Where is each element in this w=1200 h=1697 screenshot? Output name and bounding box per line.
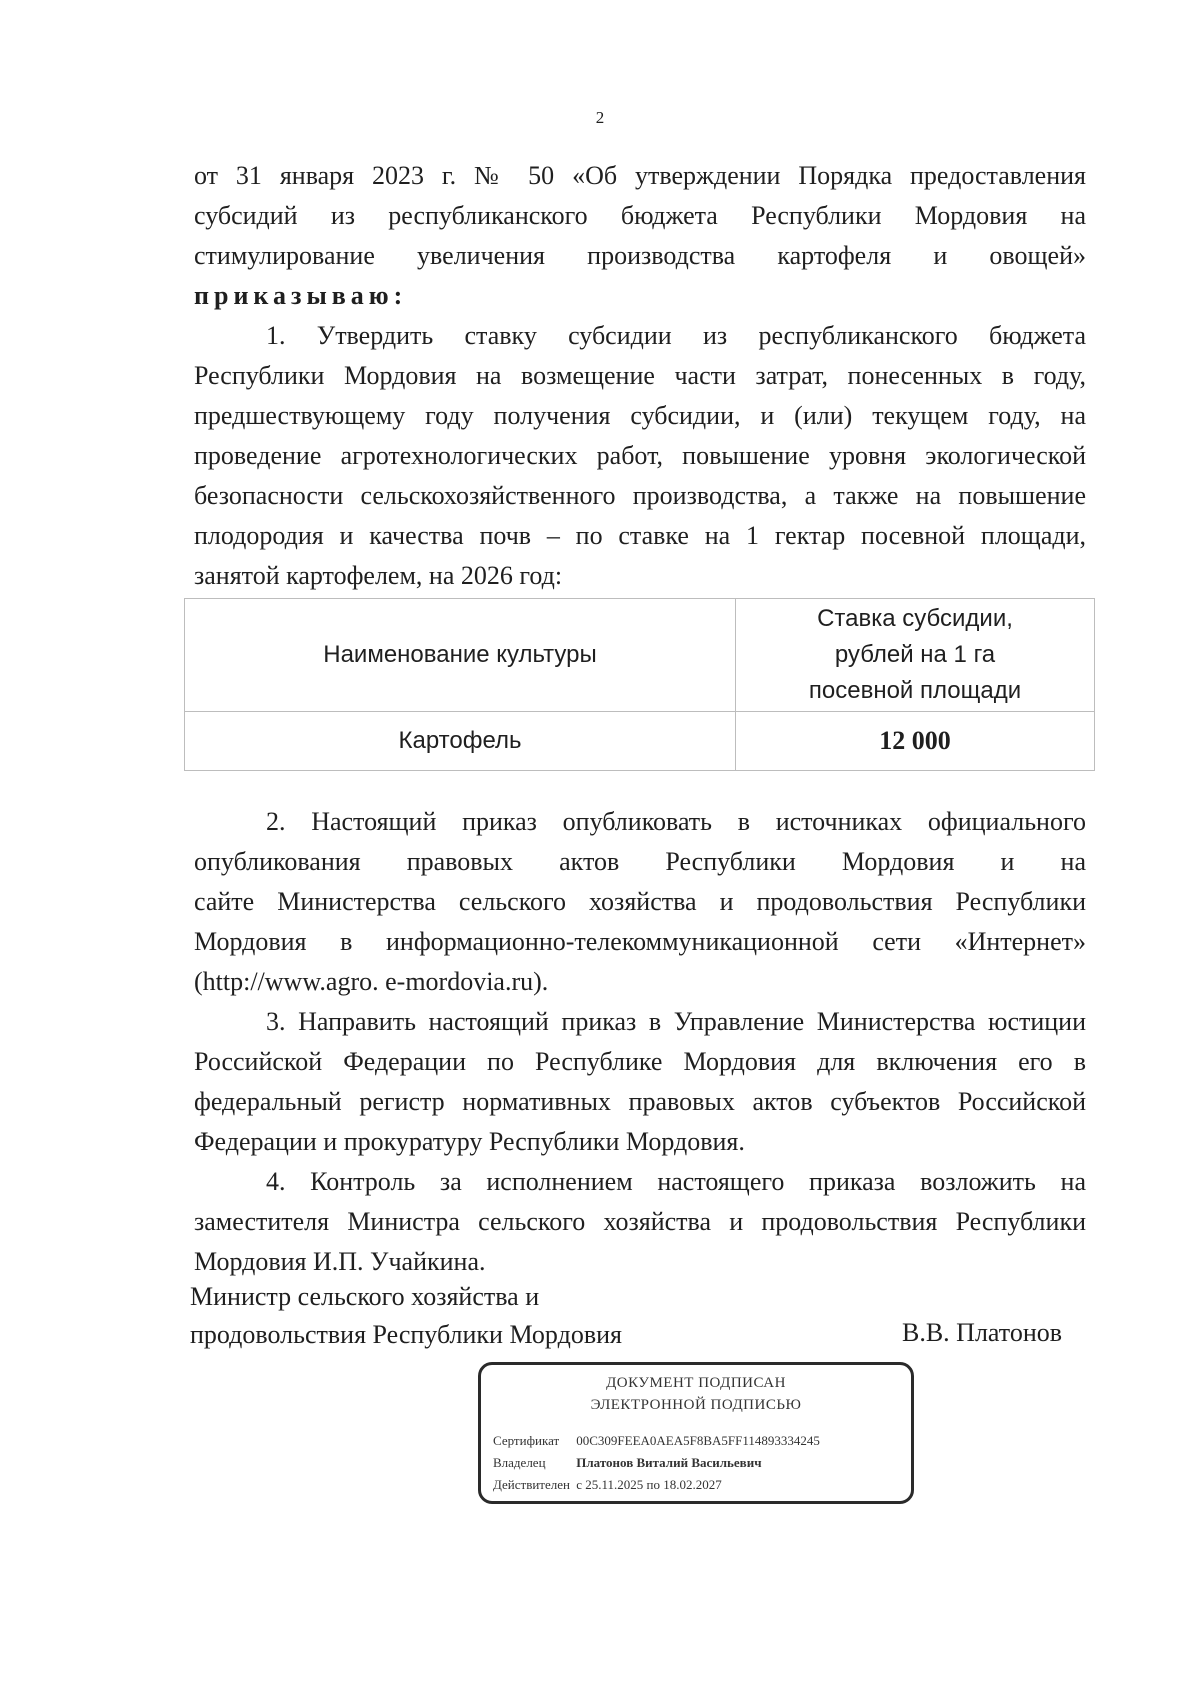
item4-line: Мордовия И.П. Учайкина. <box>194 1247 486 1276</box>
header-rate <box>736 599 1095 712</box>
header-rate-line: посевной площади <box>808 677 1022 704</box>
item2-line: Мордовия в информационно-телекоммуникационной сети «Интернет» <box>194 927 1086 956</box>
intro-line: субсидий из республиканского бюджета Республики Мордовия на <box>194 201 1086 230</box>
header-rate-line: рублей на 1 га <box>834 641 996 668</box>
item3-line: федеральный регистр нормативных правовых актов субъектов Российской <box>194 1087 1086 1116</box>
item2-line: 2. Настоящий приказ опубликовать в источниках официального <box>266 807 1086 836</box>
subsidy-rate-table <box>184 598 1095 771</box>
signatory-title-line: продовольствия Республики Мордовия <box>190 1320 622 1349</box>
item1-line: занятой картофелем, на 2026 год: <box>194 561 563 590</box>
stamp-certificate <box>493 1433 820 1449</box>
stamp-label: Действителен <box>493 1477 570 1492</box>
item4-line: 4. Контроль за исполнением настоящего приказа возложить на <box>266 1167 1086 1196</box>
stamp-label: Сертификат <box>493 1433 560 1448</box>
stamp-validity <box>493 1477 722 1493</box>
header-rate-line: Ставка субсидии, <box>817 605 1013 632</box>
header-crop-name: Наименование культуры <box>185 599 736 712</box>
item2-line: (http://www.agro. e-mordovia.ru). <box>194 967 549 996</box>
intro-line: от 31 января 2023 г. № 50 «Об утверждении Порядка предоставления <box>194 161 1086 190</box>
item3-line: 3. Направить настоящий приказ в Управление Министерства юстиции <box>266 1007 1086 1036</box>
item1-line: предшествующему году получения субсидии, и (или) текущем году, на <box>194 401 1086 430</box>
order-word: приказываю: <box>194 281 408 310</box>
intro-line: стимулирование увеличения производства картофеля и овощей» <box>194 241 1086 270</box>
signatory-name: В.В. Платонов <box>902 1318 1063 1347</box>
stamp-value: 00C309FEEA0AEA5F8BA5FF114893334245 <box>576 1433 820 1448</box>
stamp-owner <box>493 1455 762 1471</box>
table-header-row <box>185 599 1095 712</box>
signatory-title <box>190 1278 622 1354</box>
table-row <box>185 712 1095 771</box>
item2-line: сайте Министерства сельского хозяйства и продовольствия Республики <box>194 887 1086 916</box>
item1-line: безопасности сельскохозяйственного производства, а также на повышение <box>194 481 1086 510</box>
electronic-signature-stamp <box>478 1362 914 1504</box>
stamp-title: ДОКУМЕНТ ПОДПИСАН <box>606 1375 786 1391</box>
stamp-value: с 25.11.2025 по 18.02.2027 <box>576 1477 722 1492</box>
crop-cell: Картофель <box>185 712 736 771</box>
item2-line: опубликования правовых актов Республики Мордовия и на <box>194 847 1086 876</box>
item1-line: проведение агротехнологических работ, повышение уровня экологической <box>194 441 1086 470</box>
stamp-value: Платонов Виталий Васильевич <box>576 1455 762 1470</box>
item3-line: Федерации и прокуратуру Республики Мордовия. <box>194 1127 745 1156</box>
item1-line: плодородия и качества почв – по ставке на 1 гектар посевной площади, <box>194 521 1086 550</box>
stamp-label: Владелец <box>493 1455 546 1470</box>
rate-cell: 12 000 <box>736 712 1095 771</box>
stamp-title: ЭЛЕКТРОННОЙ ПОДПИСЬЮ <box>590 1397 802 1413</box>
item1-line: Республики Мордовия на возмещение части затрат, понесенных в году, <box>194 361 1086 390</box>
item1-line: 1. Утвердить ставку субсидии из республиканского бюджета <box>266 321 1086 350</box>
page-number: 2 <box>595 108 605 127</box>
signatory-title-line: Министр сельского хозяйства и <box>190 1282 540 1311</box>
item4-line: заместителя Министра сельского хозяйства и продовольствия Республики <box>194 1207 1086 1236</box>
item3-line: Российской Федерации по Республике Мордовия для включения его в <box>194 1047 1086 1076</box>
